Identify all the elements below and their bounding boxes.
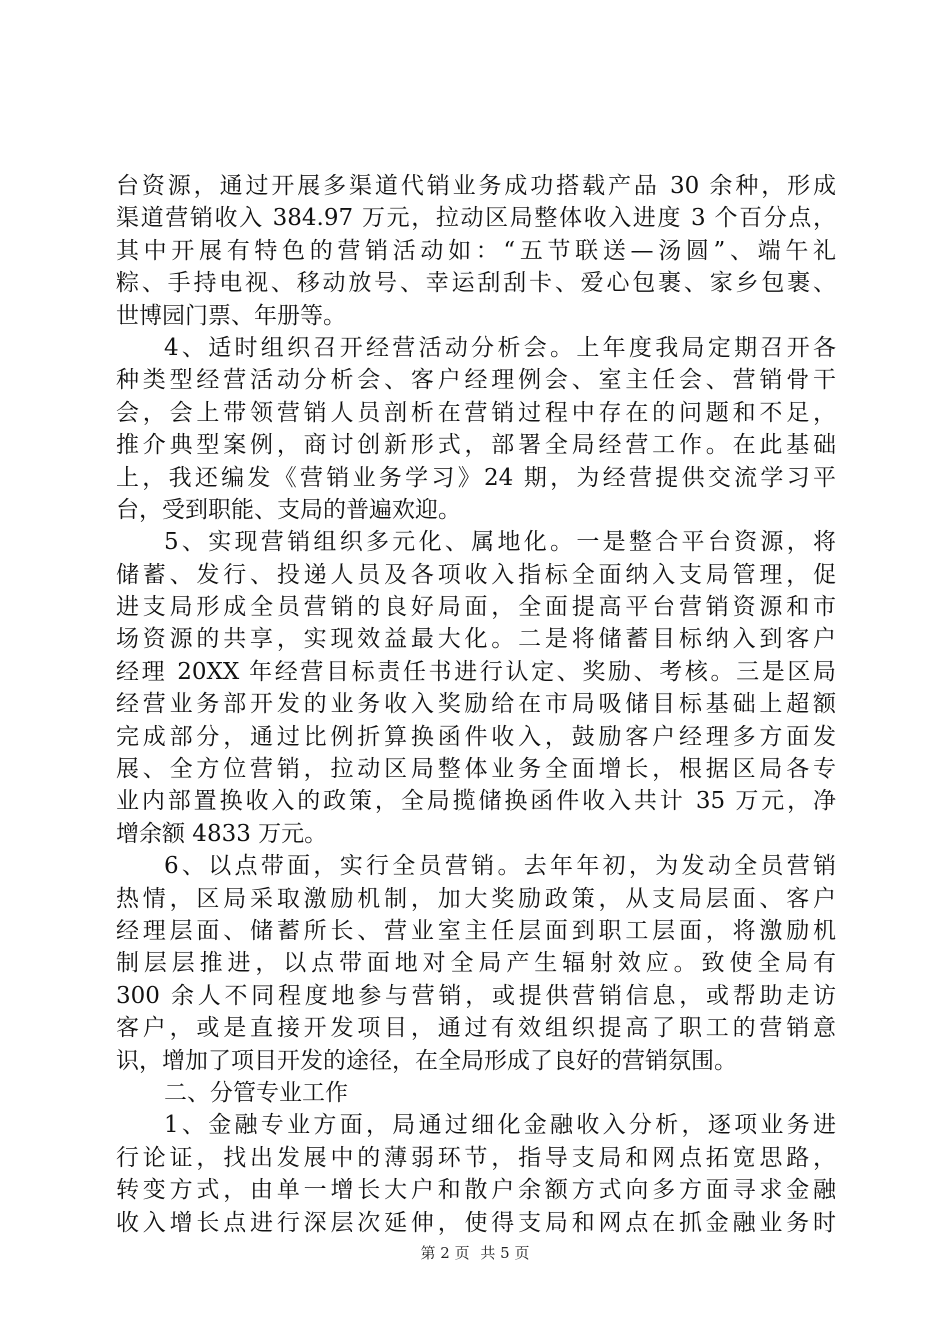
text-line: 展、全方位营销，拉动区局整体业务全面增长，根据区局各专 xyxy=(116,756,836,783)
text-line: 二、分管专业工作 xyxy=(164,1079,348,1106)
text-line: 台资源，通过开展多渠道代销业务成功搭载产品 30 余种，形成 xyxy=(116,173,836,199)
text-line: 进支局形成全员营销的良好局面，全面提高平台营销资源和市 xyxy=(116,594,836,621)
text-line: 完成部分，通过比例折算换函件收入，鼓励客户经理多方面发 xyxy=(116,723,836,750)
text-line: 粽、手持电视、移动放号、幸运刮刮卡、爱心包裹、家乡包裹、 xyxy=(116,270,836,297)
text-line: 会，会上带领营销人员剖析在营销过程中存在的问题和不足， xyxy=(116,399,836,426)
text-line: 热情，区局采取激励机制，加大奖励政策，从支局层面、客户 xyxy=(116,885,836,912)
text-line: 上，我还编发《营销业务学习》24 期，为经营提供交流学习平 xyxy=(116,464,836,491)
text-line: 制层层推进，以点带面地对全局产生辐射效应。致使全局有 xyxy=(116,950,836,977)
page-footer xyxy=(0,1243,950,1263)
text-line: 6、以点带面，实行全员营销。去年年初，为发动全员营销 xyxy=(164,853,836,880)
text-line: 经理层面、储蓄所长、营业室主任层面到职工层面，将激励机 xyxy=(116,917,836,944)
text-line: 储蓄、发行、投递人员及各项收入指标全面纳入支局管理，促 xyxy=(116,561,836,588)
text-line: 行论证，找出发展中的薄弱环节，指导支局和网点拓宽思路， xyxy=(116,1144,836,1171)
text-line: 客户，或是直接开发项目，通过有效组织提高了职工的营销意 xyxy=(116,1015,836,1042)
page-number: 第 2 页 xyxy=(420,1244,470,1262)
text-line: 1、金融专业方面，局通过细化金融收入分析，逐项业务进 xyxy=(164,1112,836,1139)
text-line: 台，受到职能、支局的普遍欢迎。 xyxy=(116,496,461,523)
text-line: 推介典型案例，商讨创新形式，部署全局经营工作。在此基础 xyxy=(116,432,836,459)
text-line: 场资源的共享，实现效益最大化。二是将储蓄目标纳入到客户 xyxy=(116,626,836,653)
page-total: 共 5 页 xyxy=(480,1244,530,1262)
text-line: 收入增长点进行深层次延伸，使得支局和网点在抓金融业务时 xyxy=(116,1209,836,1236)
text-line: 经理 20XX 年经营目标责任书进行认定、奖励、考核。三是区局 xyxy=(116,658,836,685)
text-line: 增余额 4833 万元。 xyxy=(116,820,328,847)
text-line: 300 余人不同程度地参与营销，或提供营销信息，或帮助走访 xyxy=(116,982,836,1009)
text-line: 识，增加了项目开发的途径，在全局形成了良好的营销氛围。 xyxy=(116,1047,737,1074)
text-line: 5、实现营销组织多元化、属地化。一是整合平台资源，将 xyxy=(164,529,836,556)
text-line: 渠道营销收入 384.97 万元，拉动区局整体收入进度 3 个百分点， xyxy=(116,205,836,232)
text-line: 业内部置换收入的政策，全局揽储换函件收入共计 35 万元，净 xyxy=(116,788,836,815)
text-line: 其中开展有特色的营销活动如：“五节联送—汤圆”、端午礼 xyxy=(116,237,836,264)
text-line: 4、适时组织召开经营活动分析会。上年度我局定期召开各 xyxy=(164,334,836,361)
document-body xyxy=(116,170,836,1239)
text-line: 世博园门票、年册等。 xyxy=(116,302,346,329)
text-line: 转变方式，由单一增长大户和散户余额方式向多方面寻求金融 xyxy=(116,1177,836,1204)
text-line: 经营业务部开发的业务收入奖励给在市局吸储目标基础上超额 xyxy=(116,691,836,718)
text-line: 种类型经营活动分析会、客户经理例会、室主任会、营销骨干 xyxy=(116,367,836,394)
